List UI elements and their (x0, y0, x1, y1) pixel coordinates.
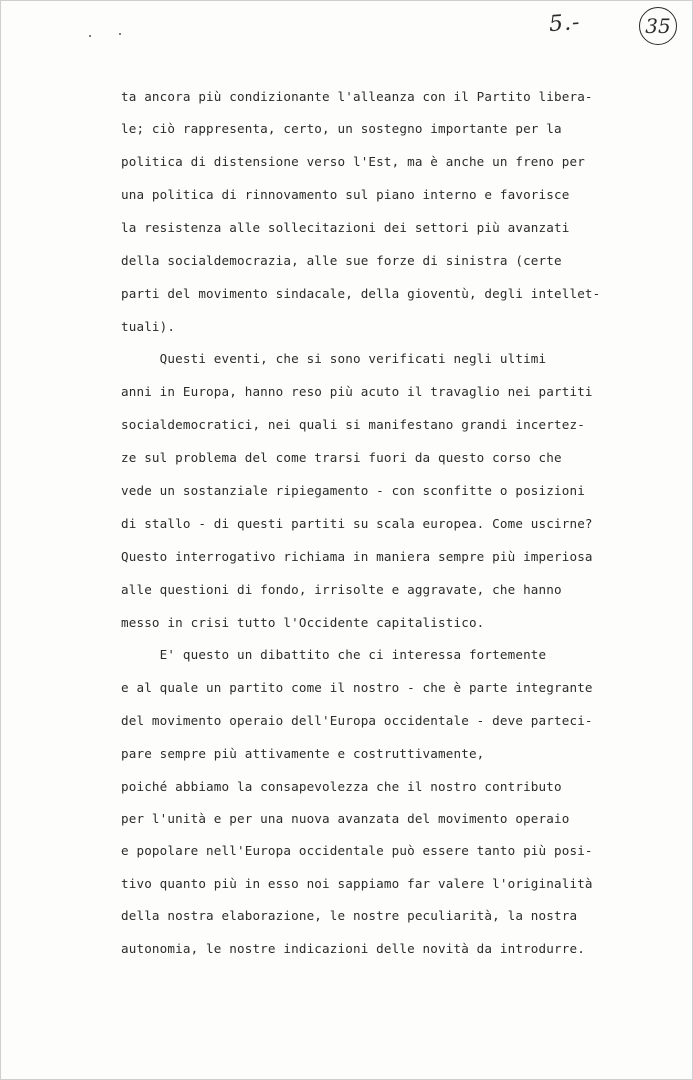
handwritten-page-number: 5.- (548, 9, 582, 38)
text-line: Questi eventi, che si sono verificati negli ultimi (121, 351, 547, 366)
paper-speck (119, 33, 121, 35)
text-line: per l'unità e per una nuova avanzata del movimento operaio (121, 811, 570, 826)
text-line: di stallo - di questi partiti su scala europea. Come uscirne? (121, 516, 593, 531)
text-line: vede un sostanziale ripiegamento - con sconfitte o posizioni (121, 483, 585, 498)
text-line: della nostra elaborazione, le nostre peculiarità, la nostra (121, 908, 578, 923)
text-line: messo in crisi tutto l'Occidente capitalistico. (121, 615, 485, 630)
text-line: alle questioni di fondo, irrisolte e aggravate, che hanno (121, 582, 562, 597)
text-line: tuali). (121, 319, 176, 334)
text-line: la resistenza alle sollecitazioni dei settori più avanzati (121, 220, 570, 235)
text-line: socialdemocratici, nei quali si manifestano grandi incertez- (121, 417, 585, 432)
text-line: e popolare nell'Europa occidentale può essere tanto più posi- (121, 843, 593, 858)
text-line: le; ciò rappresenta, certo, un sostegno importante per la (121, 121, 562, 136)
text-line: una politica di rinnovamento sul piano interno e favorisce (121, 187, 570, 202)
text-line: poiché abbiamo la consapevolezza che il nostro contributo (121, 779, 562, 794)
circled-folio-number: 35 (639, 7, 677, 45)
text-line: pare sempre più attivamente e costruttivamente, (121, 746, 485, 761)
text-line: e al quale un partito come il nostro - che è parte integrante (121, 680, 593, 695)
text-line: del movimento operaio dell'Europa occidentale - deve parteci- (121, 713, 593, 728)
text-line: E' questo un dibattito che ci interessa fortemente (121, 647, 547, 662)
text-line: autonomia, le nostre indicazioni delle novità da introdurre. (121, 941, 585, 956)
text-line: ze sul problema del come trarsi fuori da questo corso che (121, 450, 562, 465)
text-line: anni in Europa, hanno reso più acuto il travaglio nei partiti (121, 384, 593, 399)
text-line: della socialdemocrazia, alle sue forze di sinistra (certe (121, 253, 562, 268)
text-line: parti del movimento sindacale, della gioventù, degli intellet- (121, 286, 601, 301)
text-line: tivo quanto più in esso noi sappiamo far valere l'originalità (121, 876, 593, 891)
text-line: politica di distensione verso l'Est, ma è anche un freno per (121, 154, 585, 169)
paper-speck (89, 35, 91, 37)
text-line: Questo interrogativo richiama in maniera sempre più imperiosa (121, 549, 593, 564)
text-line: ta ancora più condizionante l'alleanza con il Partito libera- (121, 89, 593, 104)
